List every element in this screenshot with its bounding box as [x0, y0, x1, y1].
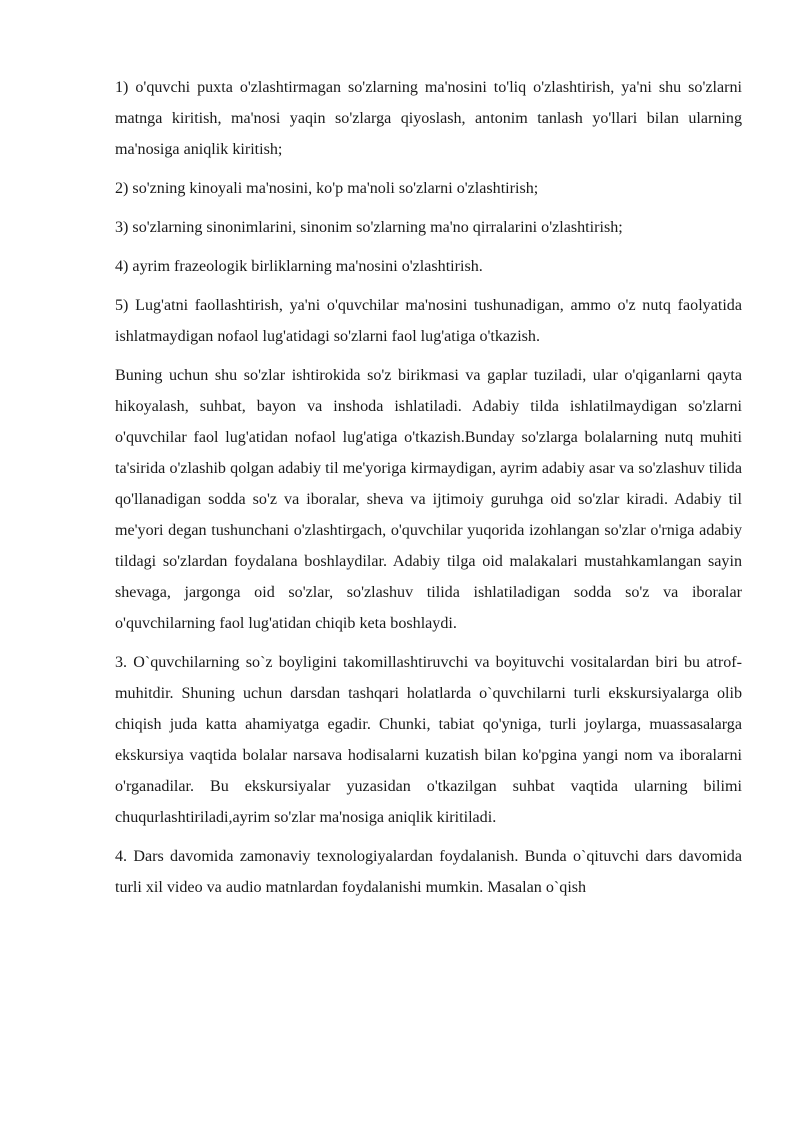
list-item-4: 4) ayrim frazeologik birliklarning ma'nosini o'zlashtirish. [115, 258, 483, 275]
list-item-3: 3) so'zlarning sinonimlarini, sinonim so'zlarning ma'no qirralarini o'zlashtirish; [115, 219, 623, 236]
list-item-2: 2) so'zning kinoyali ma'nosini, ko'p ma'noli so'zlarni o'zlashtirish; [115, 180, 539, 197]
body-paragraph-technology: 4. Dars davomida zamonaviy texnologiyalardan foydalanish. Bunda o`qituvchi dars davomida turli xil video va audio matnlardan foydalanishi mumkin. Masalan o`qish [115, 848, 742, 896]
body-paragraph-excursions: 3. O`quvchilarning so`z boyligini takomillashtiruvchi va boyituvchi vositalardan biri bu atrof- muhitdir. Shuning uchun darsdan tashqari holatlarda o`quvchilarni turli ekskursiyalarga olib chiqish juda katta ahamiyatga egadir. Chunki, tabiat qo'yniga, turli joylarga, muassasalarga ekskursiya vaqtida bolalar narsava hodisalarni kuzatish bilan ko'pgina yangi nom va iboralarni o'rganadilar. Bu ekskursiyalar yuzasidan o'tkazilgan suhbat vaqtida ularning bilimi chuqurlashtiriladi,ayrim so'zlar ma'nosiga aniqlik kiritiladi. [115, 654, 742, 826]
document-page [115, 72, 742, 911]
list-item-1: 1) o'quvchi puxta o'zlashtirmagan so'zlarning ma'nosini to'liq o'zlashtirish, ya'ni shu so'zlarni matnga kiritish, ma'nosi yaqin so'zlarga qiyoslash, antonim tanlash yo'llari bilan ularning ma'nosiga aniqlik kiritish; [115, 79, 742, 158]
list-item-5: 5) Lug'atni faollashtirish, ya'ni o'quvchilar ma'nosini tushunadigan, ammo o'z nutq faolyatida ishlatmaydigan nofaol lug'atidagi so'zlarni faol lug'atiga o'tkazish. [115, 297, 742, 345]
body-paragraph-vocabulary: Buning uchun shu so'zlar ishtirokida so'z birikmasi va gaplar tuziladi, ular o'qiganlarni qayta hikoyalash, suhbat, bayon va inshoda ishlatiladi. Adabiy tilda ishlatilmaydigan so'zlarni o'quvchilar faol lug'atidan nofaol lug'atiga o'tkazish.Bunday so'zlarga bolalarning nutq muhiti ta'sirida o'zlashib qolgan adabiy til me'yoriga kirmaydigan, ayrim adabiy asar va so'zlashuv tilida qo'llanadigan sodda so'z va iboralar, sheva va ijtimoiy guruhga oid so'zlar kiradi. Adabiy til me'yori degan tushunchani o'zlashtirgach, o'quvchilar yuqorida izohlangan so'zlar o'rniga adabiy tildagi so'zlardan foydalana boshlaydilar. Adabiy tilga oid malakalari mustahkamlangan sayin shevaga, jargonga oid so'zlar, so'zlashuv tilida ishlatiladigan sodda so'z va iboralar o'quvchilarning faol lug'atidan chiqib keta boshlaydi. [115, 367, 742, 632]
